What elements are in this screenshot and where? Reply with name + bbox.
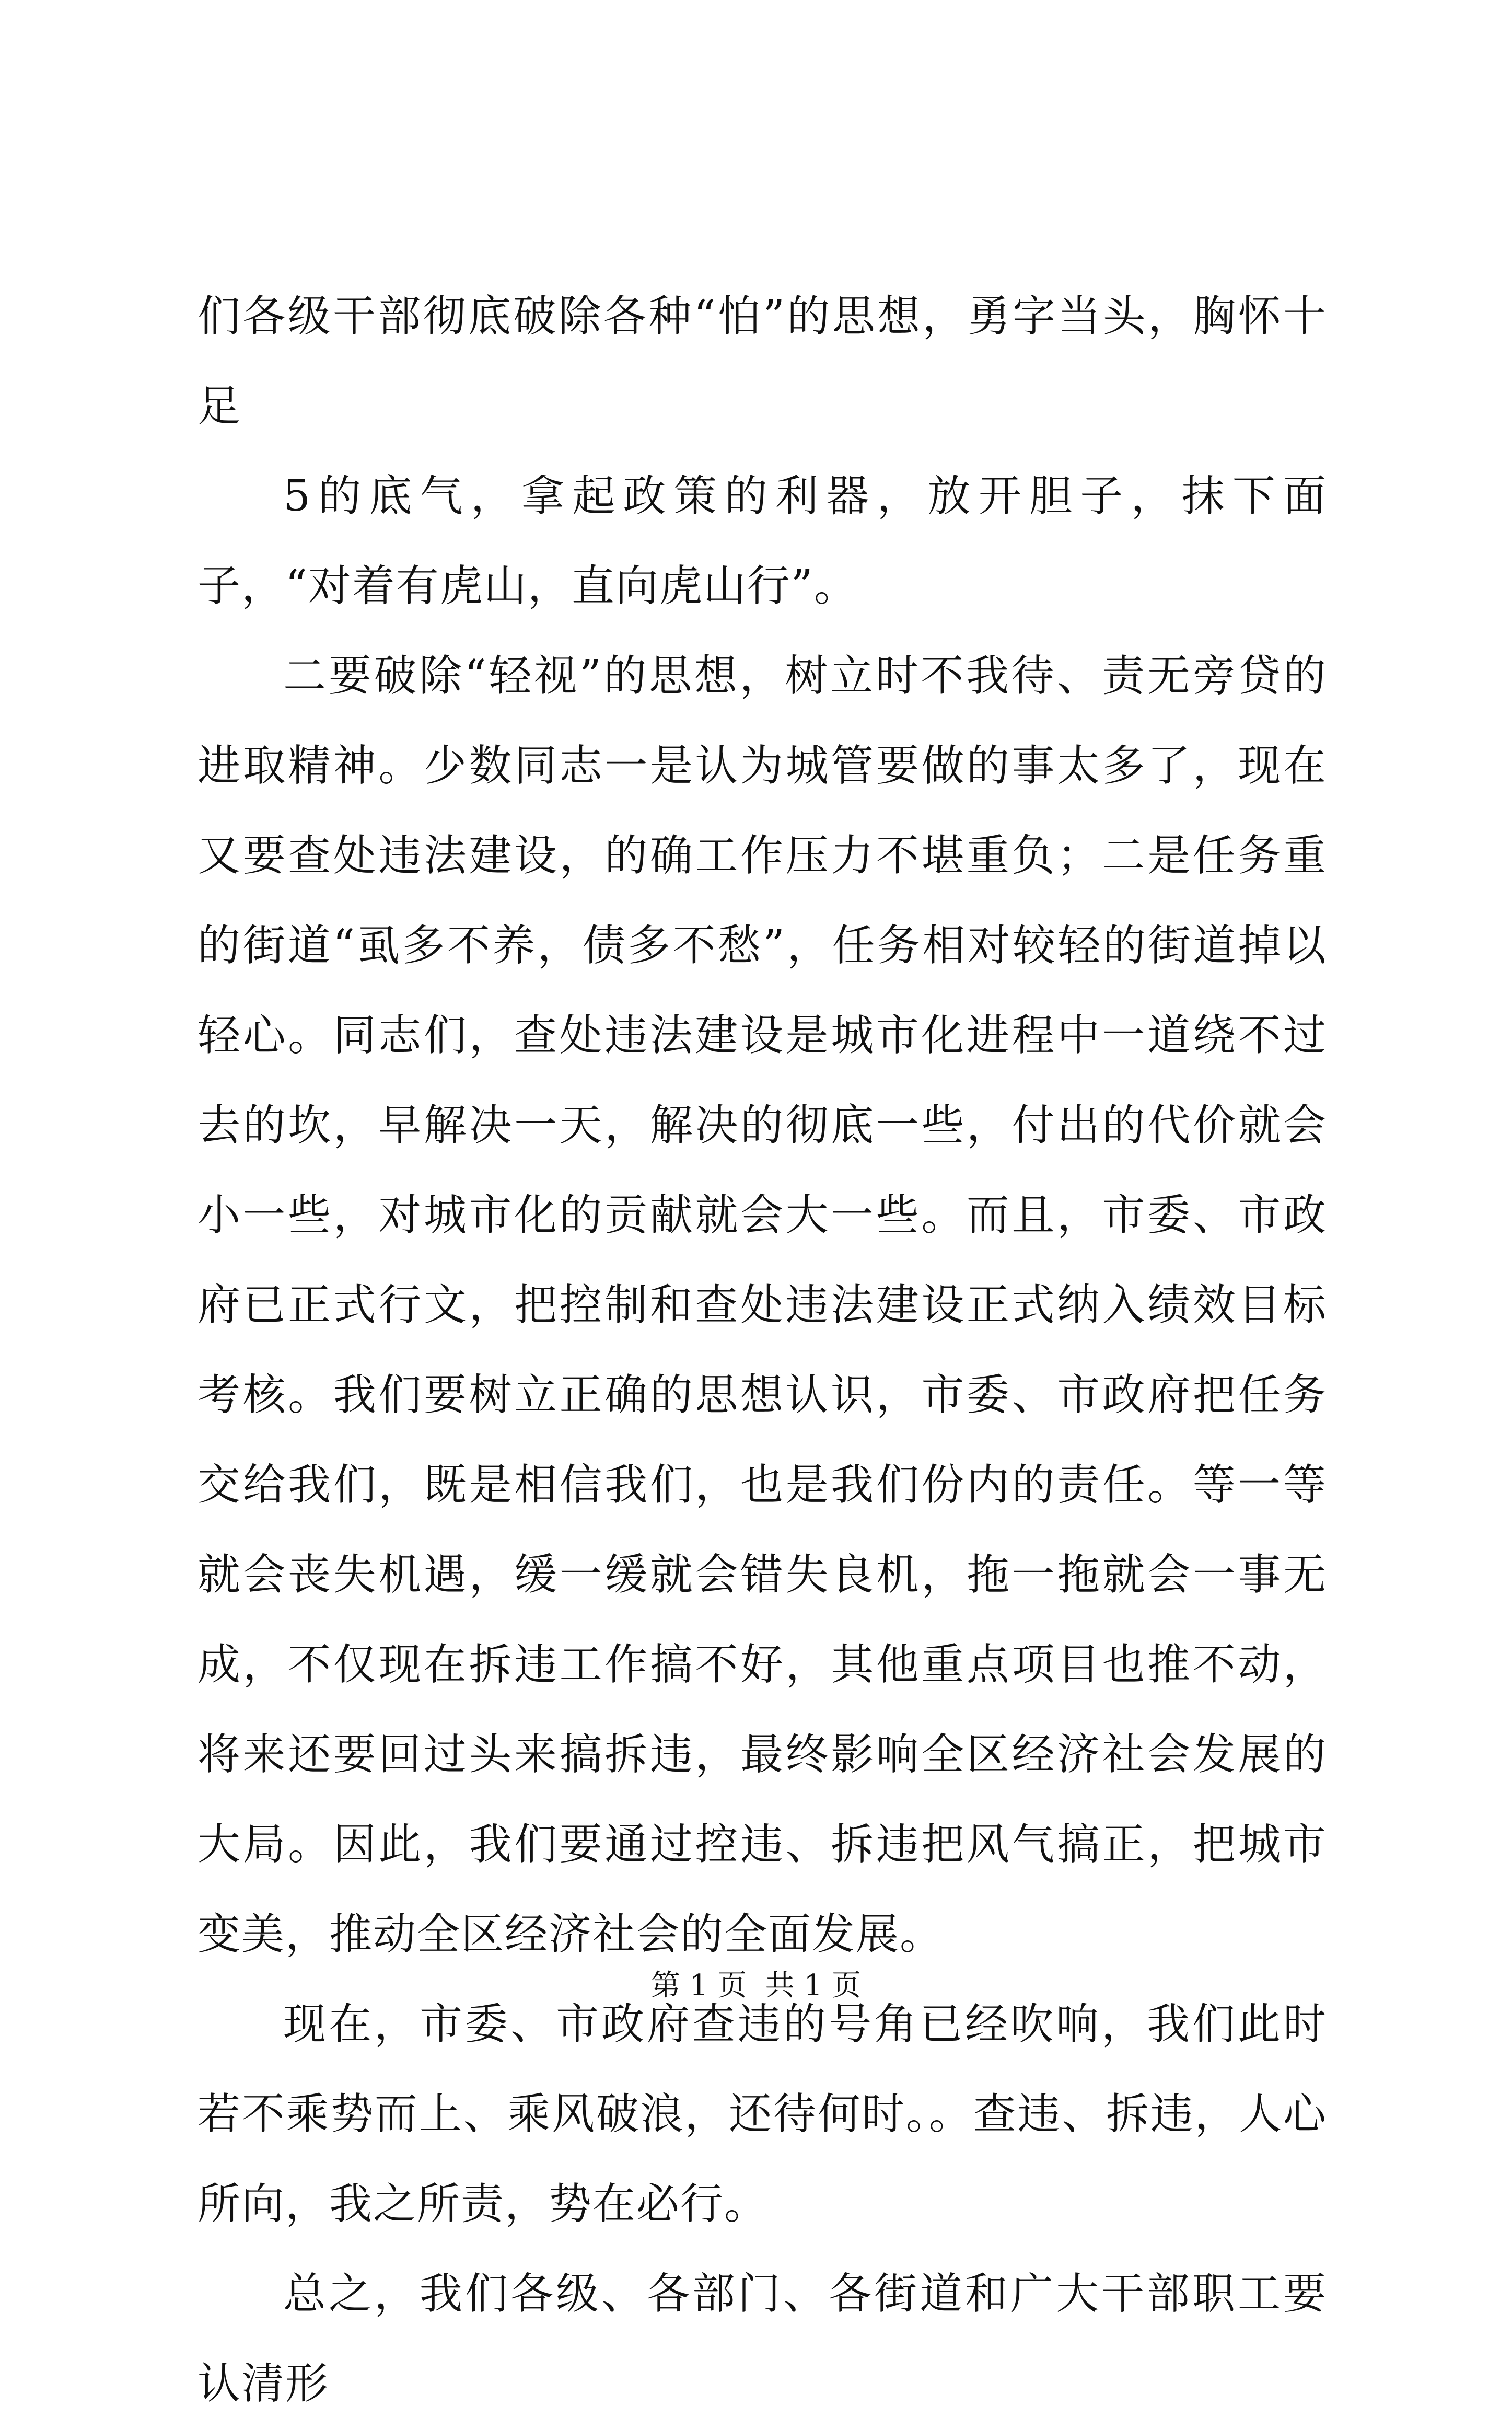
- paragraph-1: 们各级干部彻底破除各种“怕”的思想，勇字当头，胸怀十足: [197, 292, 1327, 431]
- paragraph-4: 现在，市委、市政府查违的号角已经吹响，我们此时若不乘势而上、乘风破浪，还待何时。。查违、拆违，人心所向，我之所责，势在必行。: [197, 1999, 1327, 2229]
- paragraph-2: 5的底气，拿起政策的利器，放开胆子，抹下面子，“对着有虎山，直向虎山行”。: [197, 471, 1327, 611]
- paragraph-3: 二要破除“轻视”的思想，树立时不我待、责无旁贷的进取精神。少数同志一是认为城管要做的事太多了，现在又要查处违法建设，的确工作压力不堪重负；二是任务重的街道“虱多不养，债多不愁”，任务相对较轻的街道掉以轻心。同志们，查处违法建设是城市化进程中一道绕不过去的坎，早解决一天，解决的彻底一些，付出的代价就会小一些，对城市化的贡献就会大一些。而且，市委、市政府已正式行文，把控制和查处违法建设正式纳入绩效目标考核。我们要树立正确的思想认识，市委、市政府把任务交给我们，既是相信我们，也是我们份内的责任。等一等就会丧失机遇，缓一缓就会错失良机，拖一拖就会一事无成，不仅现在拆违工作搞不好，其他重点项目也推不动，将来还要回过头来搞拆违，最终影响全区经济社会发展的大局。因此，我们要通过控违、拆违把风气搞正，把城市变美，推动全区经济社会的全面发展。: [197, 651, 1327, 1959]
- document-body: [197, 272, 1327, 2429]
- page-footer: [0, 1965, 1512, 2007]
- page-number-label: 第 1 页 共 1 页: [650, 1969, 862, 2003]
- paragraph-5: 总之，我们各级、各部门、各街道和广大干部职工要认清形: [197, 2269, 1327, 2409]
